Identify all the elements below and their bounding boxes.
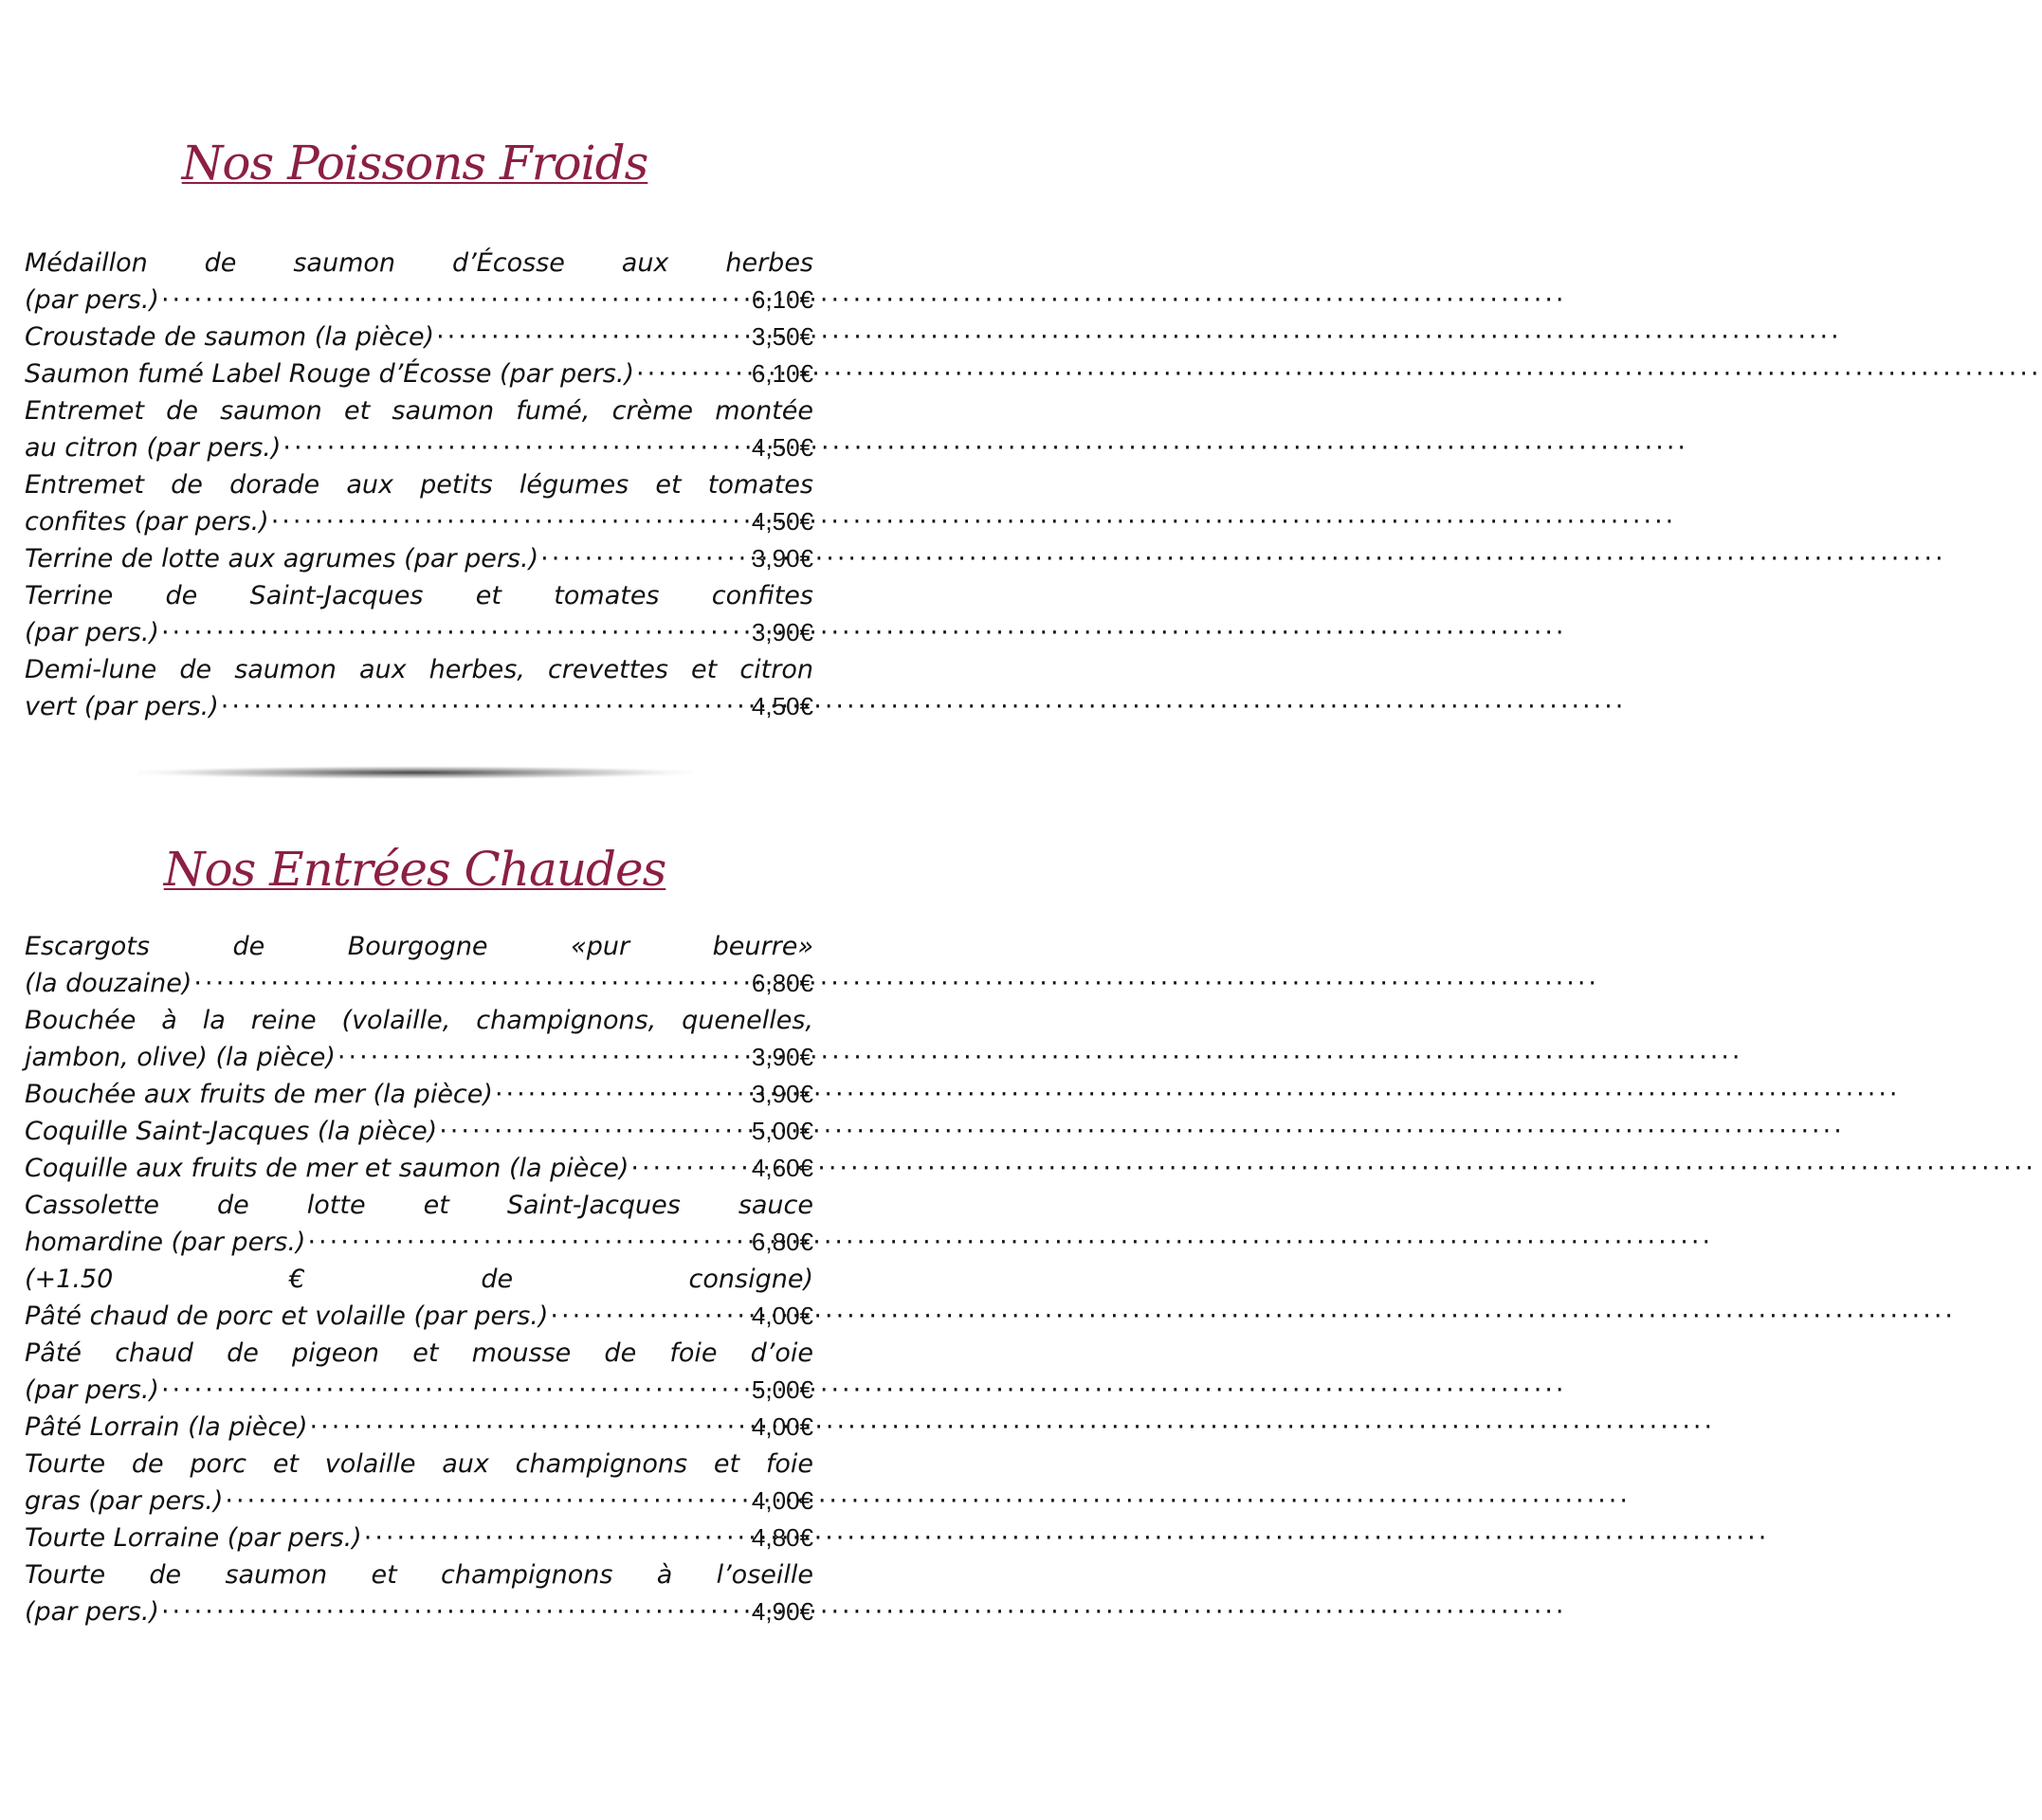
- menu-line-price: 3,90€: [751, 1080, 813, 1108]
- menu-line-text: au citron (par pers.): [25, 433, 282, 463]
- dot-leader: [337, 1039, 750, 1076]
- menu-line-price: 5,00€: [751, 1117, 813, 1145]
- menu-line: [25, 1409, 813, 1446]
- menu-line-price: 4,50€: [751, 507, 813, 536]
- menu-line: [25, 392, 813, 429]
- section-title-entrees-chaudes: Nos Entrées Chaudes: [163, 842, 666, 897]
- dot-leader: [495, 1076, 750, 1113]
- menu-line-text: Tourte de porc et volaille aux champignons et foie: [25, 1449, 813, 1479]
- menu-line-price: 3,90€: [751, 544, 813, 573]
- menu-line: [25, 1556, 813, 1593]
- dot-leader: [540, 540, 750, 577]
- menu-line-text: Pâté chaud de pigeon et mousse de foie d’oie: [25, 1338, 813, 1368]
- dot-leader: [636, 355, 750, 392]
- menu-line-text: Terrine de lotte aux agrumes (par pers.): [25, 544, 539, 573]
- menu-line: [25, 688, 813, 725]
- menu-line: [25, 466, 813, 503]
- dot-leader: [161, 1593, 750, 1630]
- menu-line-text: Bouchée aux fruits de mer (la pièce): [25, 1080, 493, 1109]
- menu-line: [25, 245, 813, 282]
- section-title-poissons-froids: Nos Poissons Froids: [181, 136, 648, 191]
- menu-line-text: (par pers.): [25, 618, 159, 647]
- dot-leader: [271, 503, 750, 540]
- menu-line-text: (par pers.): [25, 1375, 159, 1405]
- menu-line-price: 4,90€: [751, 1597, 813, 1626]
- dot-leader: [161, 1372, 750, 1409]
- menu-line-text: Tourte de saumon et champignons à l’oseille: [25, 1560, 813, 1590]
- menu-line-text: (par pers.): [25, 285, 159, 315]
- menu-line-price: 6,10€: [751, 285, 813, 314]
- menu-line: [25, 1520, 813, 1556]
- menu-line-text: homardine (par pers.): [25, 1228, 306, 1257]
- menu-line-text: vert (par pers.): [25, 692, 219, 721]
- dot-leader: [161, 614, 750, 651]
- menu-line: [25, 1372, 813, 1409]
- menu-line-text: Saumon fumé Label Rouge d’Écosse (par pers.): [25, 359, 634, 389]
- menu-line: [25, 503, 813, 540]
- menu-line-text: Entremet de saumon et saumon fumé, crème montée: [25, 396, 813, 426]
- menu-line-text: (+1.50 € de consigne): [25, 1265, 813, 1294]
- dot-leader: [436, 318, 750, 355]
- menu-list-poissons-froids: [25, 245, 813, 725]
- menu-line-price: 3,90€: [751, 618, 813, 646]
- menu-line-text: Pâté chaud de porc et volaille (par pers.): [25, 1301, 549, 1331]
- menu-line: [25, 1224, 813, 1261]
- menu-line-text: Médaillon de saumon d’Écosse aux herbes: [25, 248, 813, 278]
- menu-line: [25, 1298, 813, 1335]
- menu-line: [25, 651, 813, 688]
- menu-line-text: Cassolette de lotte et Saint-Jacques sauce: [25, 1191, 813, 1220]
- menu-line-price: 4,50€: [751, 692, 813, 720]
- menu-line-text: jambon, olive) (la pièce): [25, 1043, 336, 1072]
- menu-line-text: Escargots de Bourgogne «pur beurre»: [25, 932, 813, 961]
- menu-line: [25, 577, 813, 614]
- menu-line-text: Tourte Lorraine (par pers.): [25, 1523, 362, 1553]
- menu-line: [25, 355, 813, 392]
- menu-line-text: gras (par pers.): [25, 1486, 224, 1516]
- menu-page: [0, 0, 830, 1820]
- menu-line-price: 4,80€: [751, 1523, 813, 1552]
- menu-line-text: Bouchée à la reine (volaille, champignons, quenelles,: [25, 1006, 813, 1035]
- dot-leader: [161, 282, 750, 318]
- dot-leader: [307, 1224, 749, 1261]
- menu-line-price: 4,00€: [751, 1412, 813, 1441]
- menu-line-price: 6,80€: [751, 1228, 813, 1256]
- menu-line-text: Terrine de Saint-Jacques et tomates confites: [25, 581, 813, 610]
- dot-leader: [283, 429, 750, 466]
- menu-line: [25, 1187, 813, 1224]
- menu-line: [25, 928, 813, 965]
- menu-line: [25, 282, 813, 318]
- menu-line-price: 5,00€: [751, 1375, 813, 1404]
- menu-line-text: confites (par pers.): [25, 507, 269, 537]
- menu-line: [25, 965, 813, 1002]
- menu-line: [25, 1150, 813, 1187]
- dot-leader: [550, 1298, 750, 1335]
- dot-leader: [221, 688, 750, 725]
- dot-leader: [225, 1483, 750, 1520]
- menu-line-text: (par pers.): [25, 1597, 159, 1627]
- menu-list-entrees-chaudes: [25, 928, 813, 1630]
- menu-line-price: 4,60€: [751, 1154, 813, 1182]
- menu-line: [25, 1039, 813, 1076]
- menu-line: [25, 1593, 813, 1630]
- menu-line: [25, 1002, 813, 1039]
- menu-line: [25, 429, 813, 466]
- menu-line-price: 6,80€: [751, 969, 813, 997]
- menu-line-price: 4,00€: [751, 1486, 813, 1515]
- menu-line: [25, 318, 813, 355]
- dot-leader: [630, 1150, 750, 1187]
- menu-line: [25, 540, 813, 577]
- menu-line-text: Entremet de dorade aux petits légumes et tomates: [25, 470, 813, 500]
- menu-line: [25, 614, 813, 651]
- menu-line: [25, 1261, 813, 1298]
- section-divider: [137, 766, 692, 779]
- dot-leader: [439, 1113, 750, 1150]
- dot-leader: [364, 1520, 750, 1556]
- menu-line-price: 3,90€: [751, 1043, 813, 1071]
- dot-leader: [310, 1409, 750, 1446]
- menu-line: [25, 1076, 813, 1113]
- menu-line: [25, 1446, 813, 1483]
- menu-line-text: Coquille Saint-Jacques (la pièce): [25, 1117, 438, 1146]
- menu-line-price: 4,50€: [751, 433, 813, 462]
- menu-line: [25, 1483, 813, 1520]
- menu-line: [25, 1335, 813, 1372]
- menu-line-text: (la douzaine): [25, 969, 192, 998]
- menu-line-text: Croustade de saumon (la pièce): [25, 322, 435, 352]
- dot-leader: [193, 965, 750, 1002]
- menu-line-price: 3,50€: [751, 322, 813, 351]
- menu-line-text: Coquille aux fruits de mer et saumon (la pièce): [25, 1154, 629, 1183]
- menu-line-price: 4,00€: [751, 1301, 813, 1330]
- menu-line-price: 6,10€: [751, 359, 813, 388]
- menu-line-text: Pâté Lorrain (la pièce): [25, 1412, 308, 1442]
- menu-line: [25, 1113, 813, 1150]
- menu-line-text: Demi-lune de saumon aux herbes, crevettes et citron: [25, 655, 813, 684]
